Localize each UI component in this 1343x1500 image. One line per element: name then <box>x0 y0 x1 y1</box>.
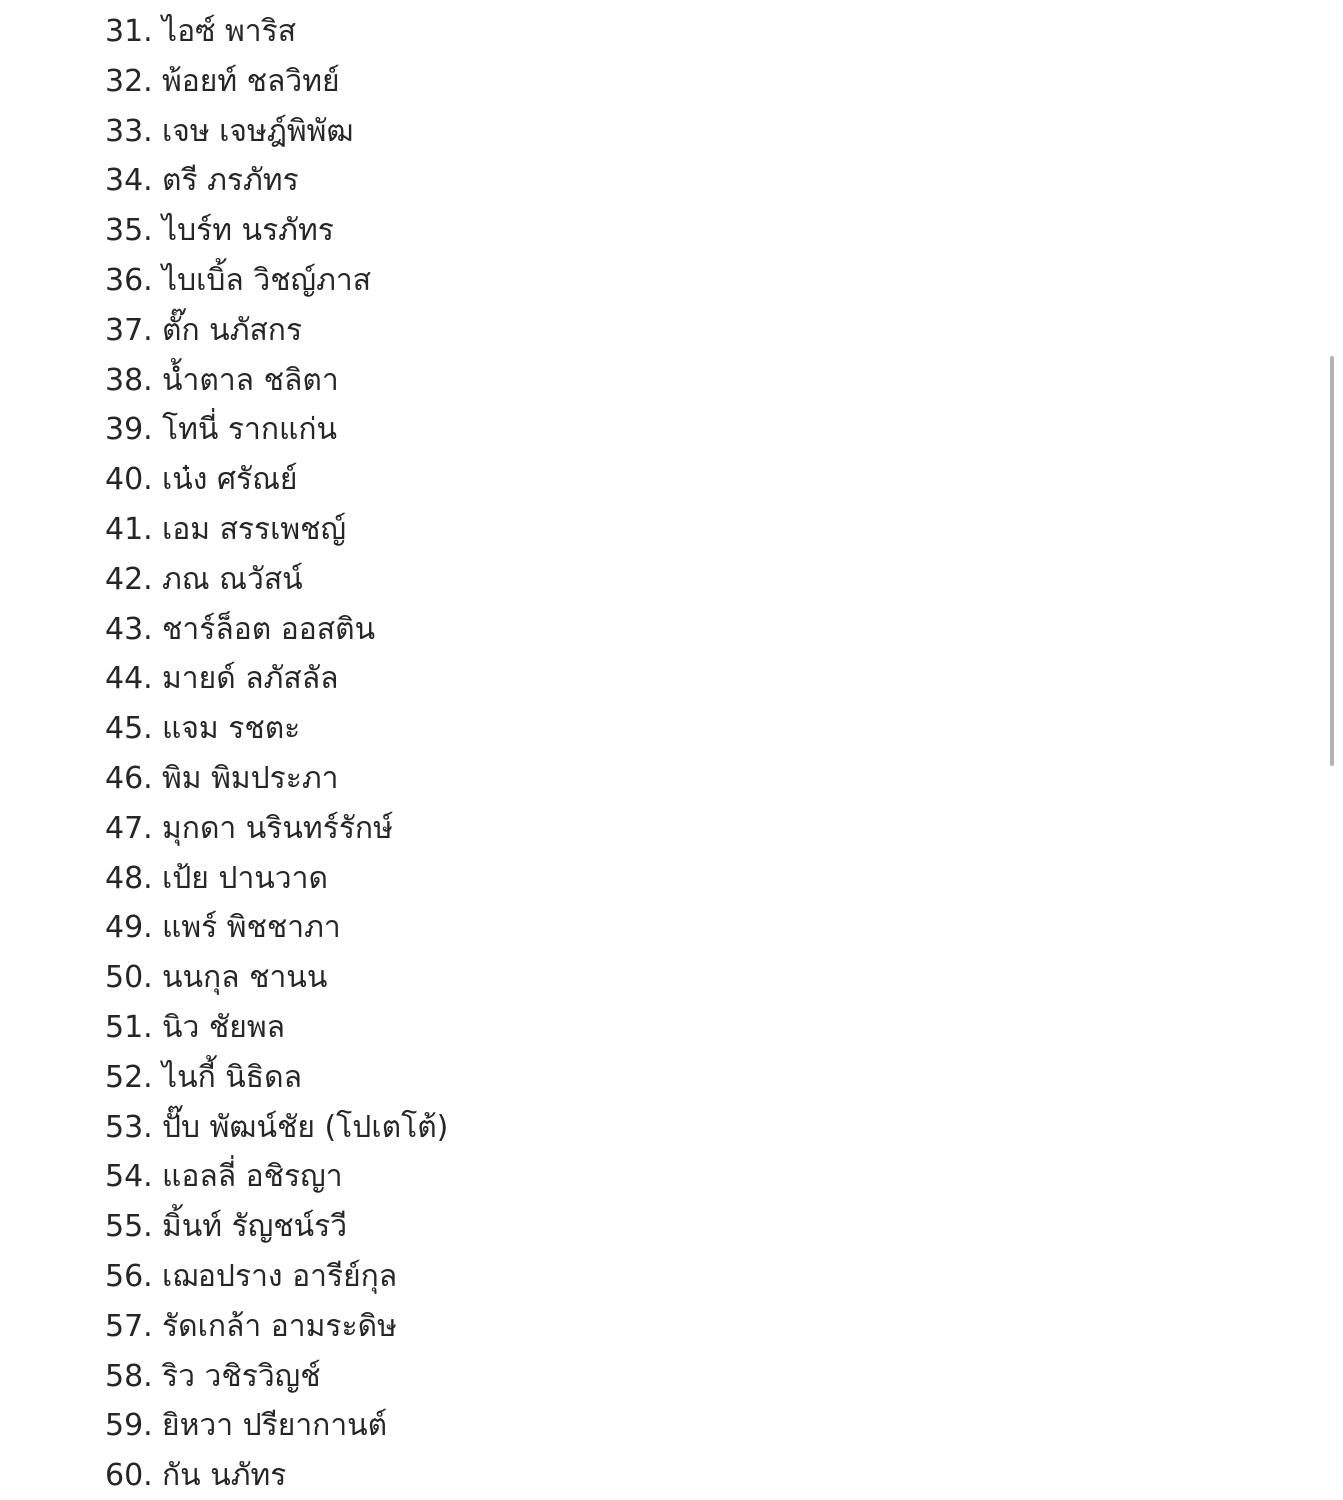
list-item-name: น้ำตาล ชลิตา <box>162 362 339 398</box>
list-item-number: 36. <box>105 262 153 298</box>
list-item-number: 50. <box>105 960 153 996</box>
list-item-name: มายด์ ลภัสลัล <box>162 661 339 697</box>
list-item <box>105 356 448 406</box>
list-item <box>105 754 448 804</box>
list-item <box>105 306 448 356</box>
list-item <box>105 57 448 107</box>
list-item <box>105 1003 448 1053</box>
list-item-name: ไอซ์ พาริส <box>162 14 297 49</box>
list-item-name: พ้อยท์ ชลวิทย์ <box>162 63 340 99</box>
list-item <box>105 1352 448 1402</box>
list-item-name: เอม สรรเพชญ์ <box>162 511 347 547</box>
list-item-name: มุกดา นรินทร์รักษ์ <box>162 810 393 846</box>
list-item-name: นนกุล ชานน <box>162 960 328 996</box>
list-item-number: 52. <box>105 1059 153 1095</box>
list-item <box>105 1302 448 1352</box>
list-item-number: 47. <box>105 810 153 846</box>
list-item-name: ปั๊บ พัฒน์ชัย (โปเตโต้) <box>162 1109 449 1145</box>
list-item <box>105 903 448 953</box>
list-item <box>105 1053 448 1103</box>
list-item-number: 58. <box>105 1358 153 1394</box>
list-item-name: แอลลี่ อชิรญา <box>162 1159 343 1195</box>
list-item-number: 40. <box>105 462 153 498</box>
list-item-number: 42. <box>105 561 153 597</box>
list-item-name: ตั๊ก นภัสกร <box>162 312 303 348</box>
list-item-number: 44. <box>105 661 153 697</box>
list-item-number: 41. <box>105 511 153 547</box>
list-item-number: 39. <box>105 412 153 448</box>
list-item <box>105 1401 448 1451</box>
list-item-number: 45. <box>105 711 153 747</box>
list-item-name: เน๋ง ศรัณย์ <box>162 462 298 498</box>
list-item <box>105 605 448 655</box>
list-item <box>105 1202 448 1252</box>
list-item-number: 60. <box>105 1458 153 1494</box>
list-item-name: โทนี่ รากแก่น <box>162 412 338 448</box>
list-item-name: ไบเบิ้ล วิชญ์ภาส <box>162 262 372 298</box>
list-item <box>105 156 448 206</box>
list-item-name: เป้ย ปานวาด <box>162 860 328 896</box>
list-item-number: 38. <box>105 362 153 398</box>
list-item-name: ภณ ณวัสน์ <box>162 561 303 597</box>
list-item-name: พิม พิมประภา <box>162 760 339 796</box>
list-item-number: 33. <box>105 113 153 149</box>
list-item-number: 43. <box>105 611 153 647</box>
list-item-name: ชาร์ล็อต ออสติน <box>162 611 376 647</box>
list-item <box>105 107 448 157</box>
list-item <box>105 256 448 306</box>
list-item-number: 53. <box>105 1109 153 1145</box>
list-item <box>105 1451 448 1500</box>
vertical-scrollbar[interactable] <box>1330 356 1334 766</box>
list-item-name: มิ้นท์ รัญชน์รวี <box>162 1209 348 1245</box>
list-item <box>105 206 448 256</box>
name-list <box>105 7 448 1500</box>
list-item-number: 54. <box>105 1159 153 1195</box>
list-item-number: 59. <box>105 1408 153 1444</box>
list-item-name: แพร์ พิชชาภา <box>162 910 341 946</box>
list-item-number: 35. <box>105 213 153 249</box>
list-item-number: 51. <box>105 1009 153 1045</box>
list-item-name: ยิหวา ปรียากานต์ <box>162 1408 388 1444</box>
list-item <box>105 455 448 505</box>
list-item <box>105 1152 448 1202</box>
list-item <box>105 555 448 605</box>
list-item-number: 34. <box>105 163 153 199</box>
list-item-number: 49. <box>105 910 153 946</box>
list-item-name: กัน นภัทร <box>162 1458 287 1494</box>
list-item <box>105 505 448 555</box>
list-item-number: 55. <box>105 1209 153 1245</box>
list-item <box>105 854 448 904</box>
list-item <box>105 405 448 455</box>
list-item-name: เจษ เจษฎ์พิพัฒ <box>162 113 354 149</box>
list-item-number: 57. <box>105 1308 153 1344</box>
list-item-name: ไนกี้ นิธิดล <box>162 1059 302 1095</box>
list-item-name: ไบร์ท นรภัทร <box>162 213 334 249</box>
list-item-number: 32. <box>105 63 153 99</box>
list-item <box>105 1252 448 1302</box>
list-item-number: 37. <box>105 312 153 348</box>
list-item-name: นิว ชัยพล <box>162 1009 285 1045</box>
list-item-name: รัดเกล้า อามระดิษ <box>162 1308 397 1344</box>
list-item-name: ตรี ภรภัทร <box>162 163 299 199</box>
list-item <box>105 704 448 754</box>
list-item-number: 46. <box>105 760 153 796</box>
list-item-name: แจม รชตะ <box>162 711 301 747</box>
list-item <box>105 804 448 854</box>
list-item-number: 48. <box>105 860 153 896</box>
list-item-name: เฌอปราง อารีย์กุล <box>162 1258 398 1294</box>
list-item <box>105 1103 448 1153</box>
list-item-name: ริว วชิรวิญช์ <box>162 1358 321 1394</box>
list-item <box>105 953 448 1003</box>
list-item-number: 31. <box>105 14 153 49</box>
list-item <box>105 7 448 57</box>
list-item-number: 56. <box>105 1258 153 1294</box>
list-item <box>105 654 448 704</box>
